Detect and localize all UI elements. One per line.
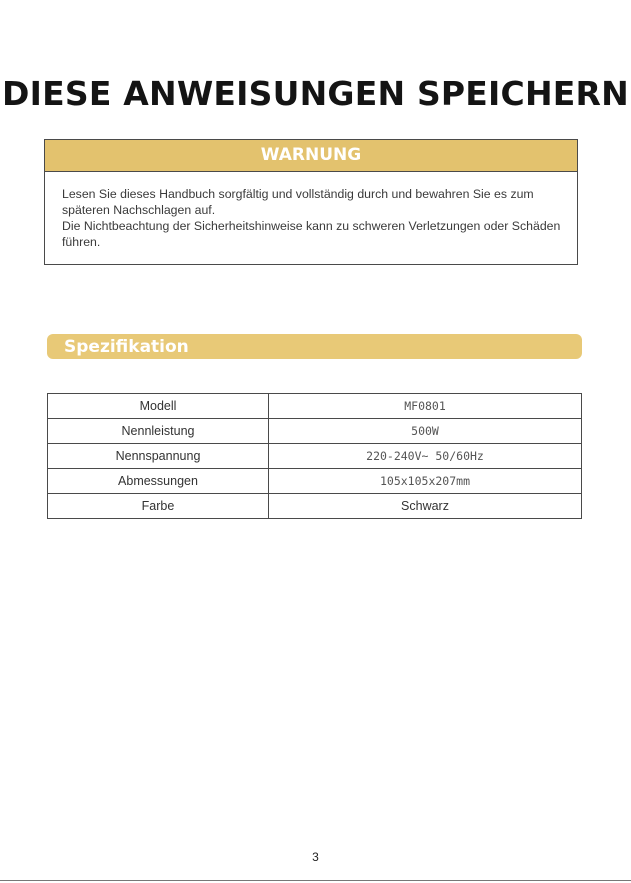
page-number: 3: [312, 850, 319, 864]
spec-value: 500W: [269, 419, 582, 444]
spec-table: [47, 393, 582, 519]
spec-value-text: Schwarz: [269, 494, 582, 519]
spec-label: Nennspannung: [48, 444, 269, 469]
warning-box: [44, 139, 578, 265]
spec-value: MF0801: [269, 394, 582, 419]
spec-value: 220-240V~ 50/60Hz: [269, 444, 582, 469]
spec-heading: Spezifikation: [47, 334, 582, 359]
warning-text-2: Die Nichtbeachtung der Sicherheitshinweise kann zu schweren Verletzungen oder Schäden führen.: [62, 219, 561, 249]
table-row: [48, 494, 582, 519]
spec-label: Nennleistung: [48, 419, 269, 444]
bottom-divider: [0, 880, 631, 881]
warning-header: WARNUNG: [45, 140, 577, 172]
table-row: [48, 469, 582, 494]
spec-label: Modell: [48, 394, 269, 419]
warning-body: [45, 172, 577, 250]
table-row: [48, 444, 582, 469]
table-row: [48, 419, 582, 444]
spec-label: Abmessungen: [48, 469, 269, 494]
warning-text-1: Lesen Sie dieses Handbuch sorgfältig und vollständig durch und bewahren Sie es zum späteren Nachschlagen auf.: [62, 187, 534, 217]
page-title: DIESE ANWEISUNGEN SPEICHERN: [2, 74, 629, 113]
spec-value: 105x105x207mm: [269, 469, 582, 494]
table-row: [48, 394, 582, 419]
spec-label: Farbe: [48, 494, 269, 519]
